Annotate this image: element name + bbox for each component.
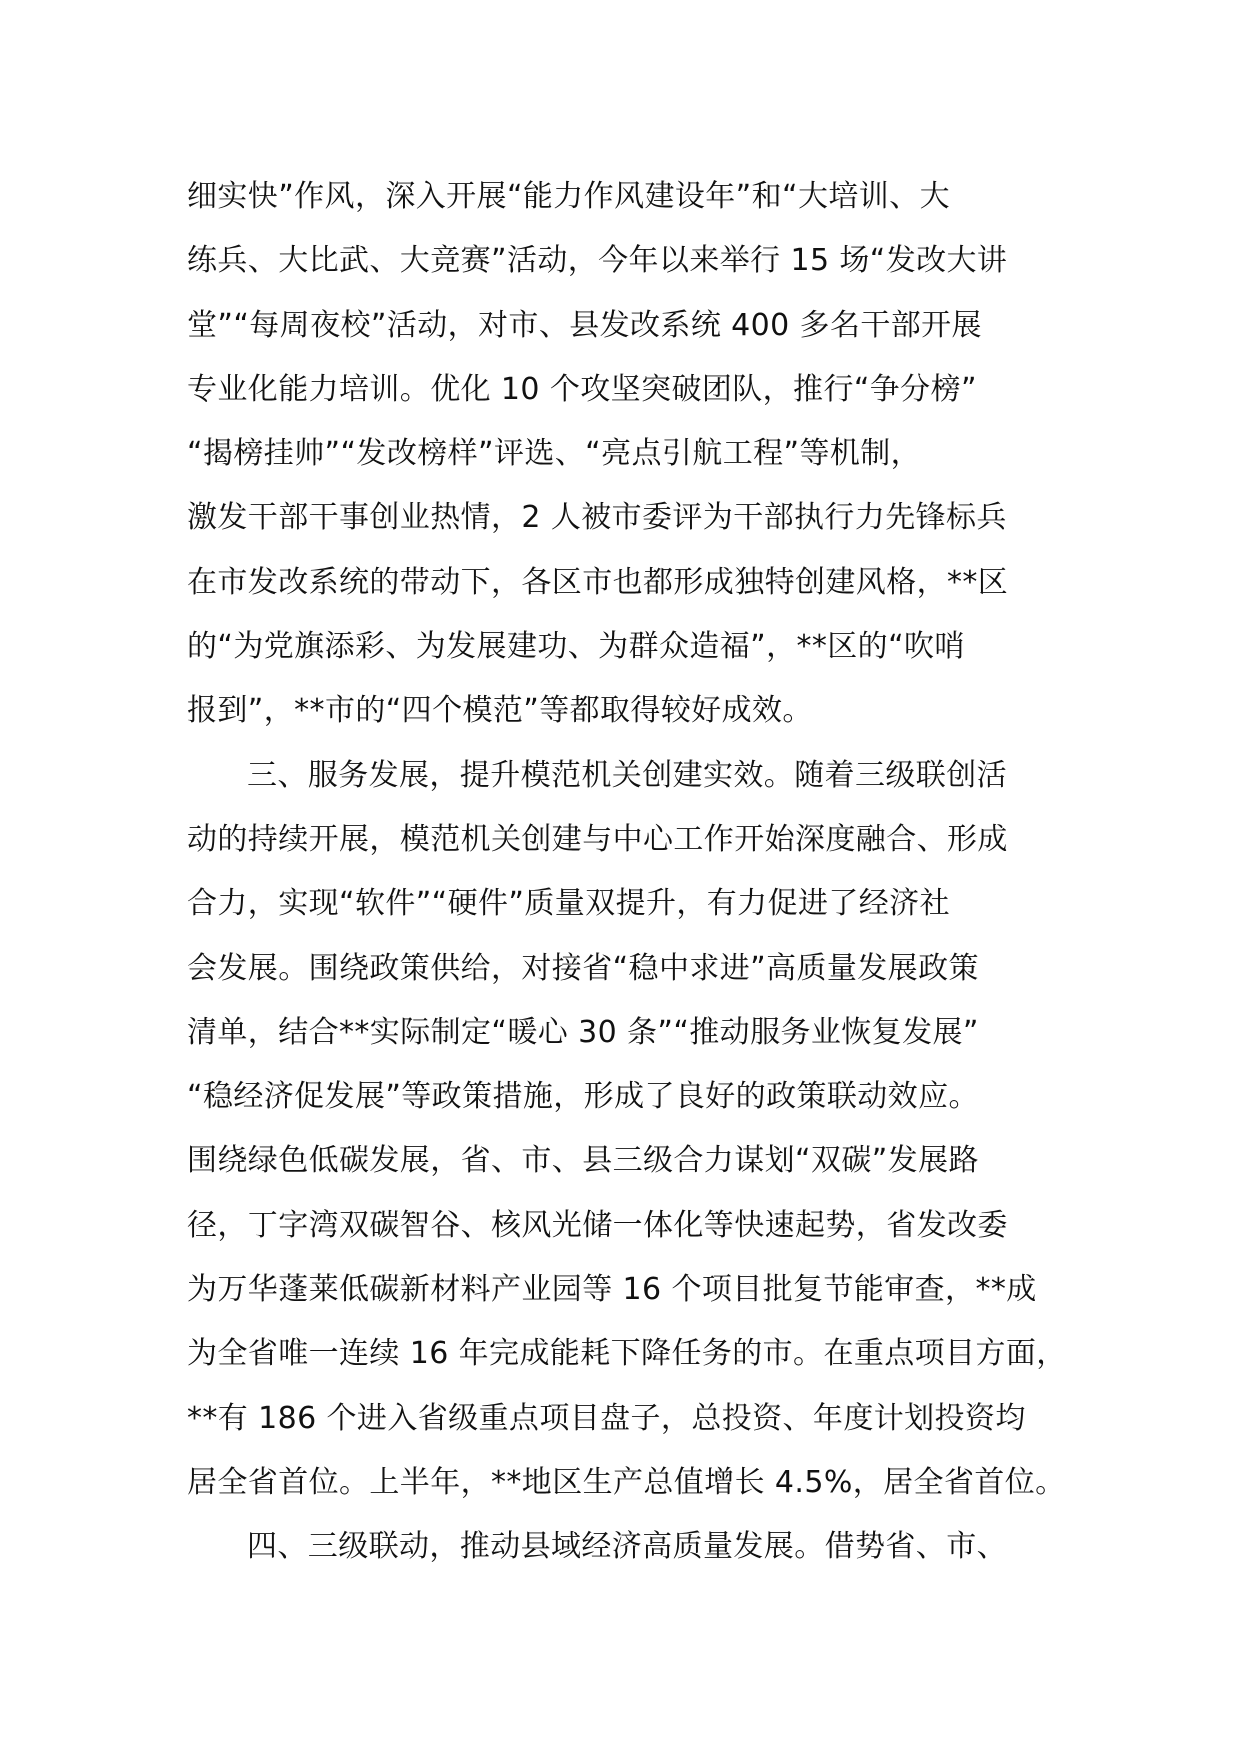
- text-line: 为万华蓬莱低碳新材料产业园等 16 个项目批复节能审查，**成: [187, 1272, 1037, 1308]
- text-line: 居全省首位。上半年，**地区生产总值增长 4.5%，居全省首位。: [187, 1464, 1066, 1500]
- text-line: 报到”，**市的“四个模范”等都取得较好成效。: [187, 693, 813, 729]
- text-line: 围绕绿色低碳发展，省、市、县三级合力谋划“双碳”发展路: [187, 1143, 979, 1179]
- section-heading-line: 三、服务发展，提升模范机关创建实效。随着三级联创活: [247, 757, 1007, 793]
- text-line: 清单，结合**实际制定“暖心 30 条”“推动服务业恢复发展”: [187, 1014, 979, 1050]
- body-text: [187, 165, 1067, 1580]
- text-line: 激发干部干事创业热情，2 人被市委评为干部执行力先锋标兵: [187, 500, 1007, 536]
- text-line: 的“为党旗添彩、为发展建功、为群众造福”，**区的“吹哨: [187, 629, 965, 665]
- text-line: “揭榜挂帅”“发改榜样”评选、“亮点引航工程”等机制，: [187, 436, 922, 472]
- text-line: **有 186 个进入省级重点项目盘子，总投资、年度计划投资均: [187, 1400, 1026, 1436]
- text-line: 动的持续开展，模范机关创建与中心工作开始深度融合、形成: [187, 821, 1008, 857]
- section-heading-line: 四、三级联动，推动县域经济高质量发展。借势省、市、: [247, 1529, 1007, 1565]
- text-line: 为全省唯一连续 16 年完成能耗下降任务的市。在重点项目方面，: [187, 1336, 1067, 1372]
- text-line: 专业化能力培训。优化 10 个攻坚突破团队，推行“争分榜”: [187, 371, 977, 407]
- text-line: “稳经济促发展”等政策措施，形成了良好的政策联动效应。: [187, 1079, 979, 1115]
- text-line: 合力，实现“软件”“硬件”质量双提升，有力促进了经济社: [187, 886, 950, 922]
- text-line: 会发展。围绕政策供给，对接省“稳中求进”高质量发展政策: [187, 950, 979, 986]
- text-line: 径，丁字湾双碳智谷、核风光储一体化等快速起势，省发改委: [187, 1207, 1008, 1243]
- text-line: 练兵、大比武、大竞赛”活动，今年以来举行 15 场“发改大讲: [187, 243, 1008, 279]
- text-line: 堂”“每周夜校”活动，对市、县发改系统 400 多名干部开展: [187, 307, 982, 343]
- text-line: 在市发改系统的带动下，各区市也都形成独特创建风格，**区: [187, 564, 1009, 600]
- text-line: 细实快”作风，深入开展“能力作风建设年”和“大培训、大: [187, 179, 950, 214]
